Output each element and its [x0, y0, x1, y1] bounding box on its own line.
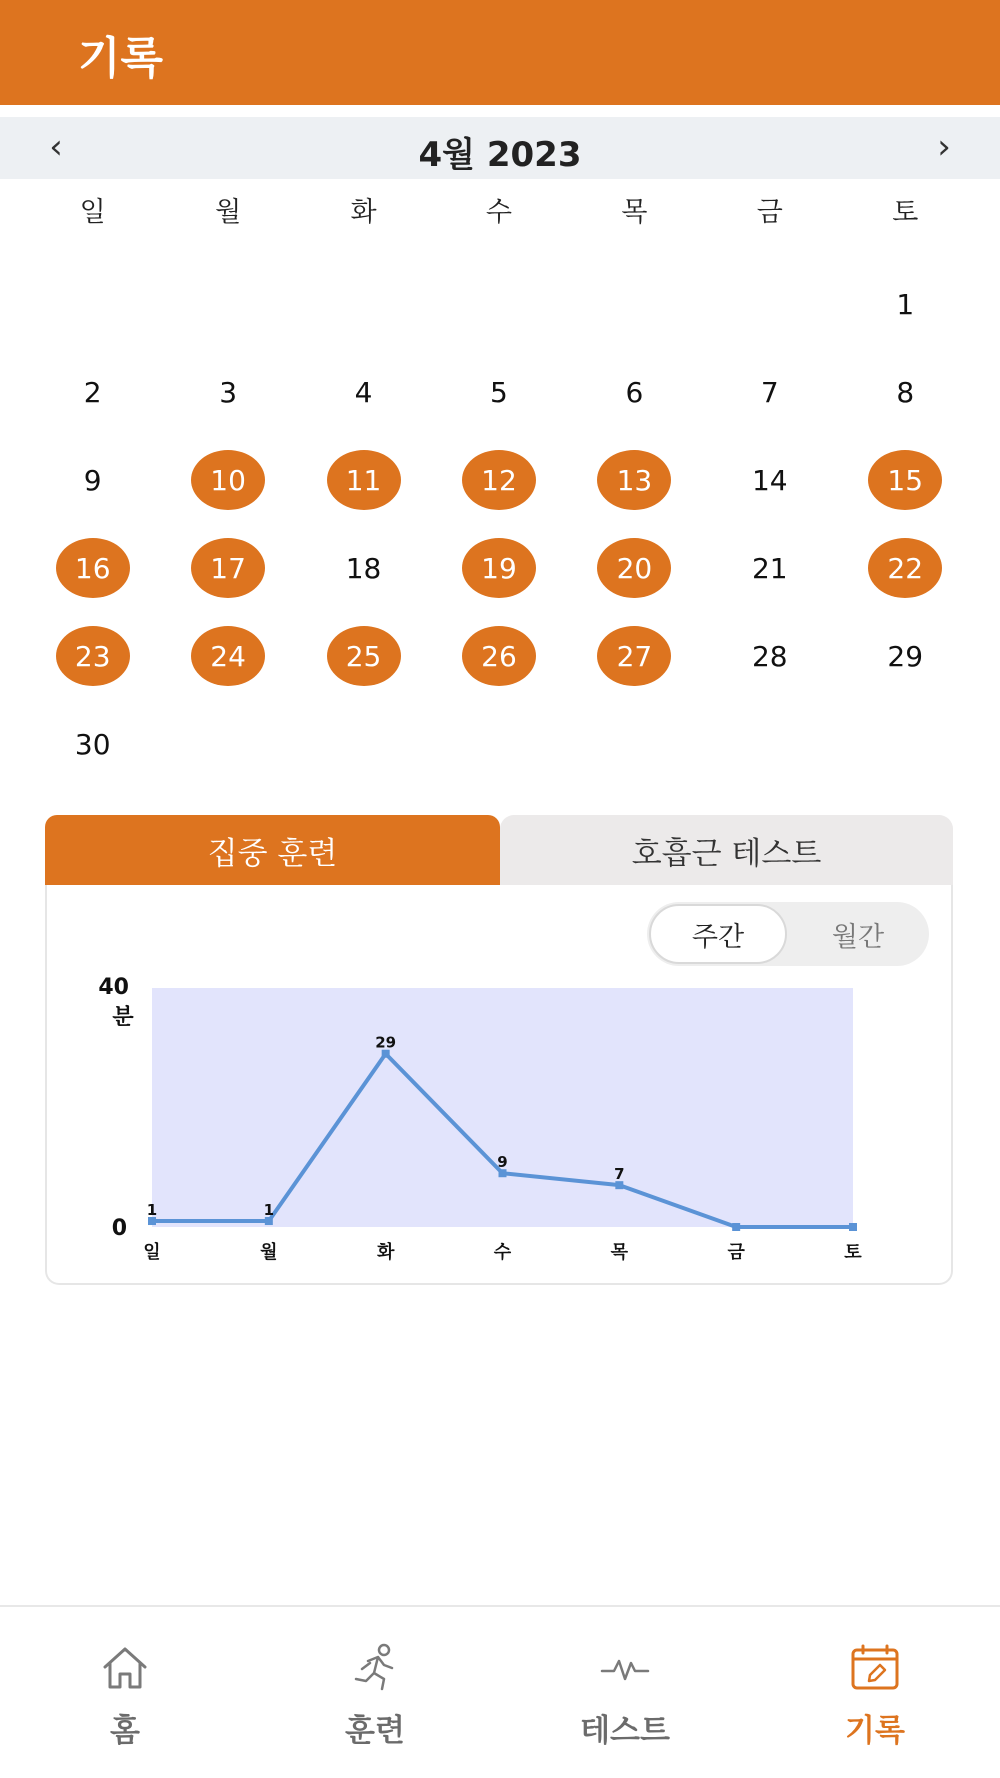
calendar-week-row	[25, 260, 973, 348]
calendar-cell	[838, 260, 973, 348]
weekday-label: 금	[756, 197, 783, 228]
calendar-day-recorded[interactable]: 13	[597, 450, 671, 510]
calendar-cell	[25, 436, 160, 524]
calendar-cell	[160, 348, 295, 436]
data-label: 1	[263, 1201, 275, 1220]
calendar-cell	[567, 436, 702, 524]
calendar-cell	[296, 700, 431, 788]
calendar-cell	[431, 612, 566, 700]
calendar-week-row	[25, 700, 973, 788]
calendar-cell	[702, 436, 837, 524]
calendar-day-recorded[interactable]: 26	[462, 626, 536, 686]
calendar-cell	[160, 436, 295, 524]
calendar-grid	[25, 260, 973, 788]
calendar-cell	[702, 612, 837, 700]
y-tick-label: 0	[111, 1216, 127, 1241]
calendar-cell	[838, 436, 973, 524]
chevron-right-icon[interactable]: ›	[937, 127, 951, 167]
nav-records[interactable]	[750, 1607, 1000, 1778]
calendar-day-recorded[interactable]: 12	[462, 450, 536, 510]
nav-label: 테스트	[580, 1713, 670, 1749]
app-header	[0, 0, 1000, 105]
month-navigation	[0, 117, 1000, 179]
calendar-day[interactable]: 1	[896, 287, 915, 321]
calendar-day[interactable]: 21	[751, 551, 788, 585]
calendar-cell	[25, 524, 160, 612]
calendar-day[interactable]: 18	[345, 551, 382, 585]
weekday-label: 목	[621, 197, 648, 228]
y-axis-unit: 분	[112, 1005, 134, 1030]
calendar-cell	[296, 436, 431, 524]
calendar-cell	[431, 524, 566, 612]
x-tick-label: 일	[143, 1242, 161, 1263]
pulse-icon	[598, 1641, 652, 1695]
calendar-cell	[838, 524, 973, 612]
x-tick-label: 금	[727, 1242, 745, 1263]
nav-test[interactable]	[500, 1607, 750, 1778]
calendar-cell	[567, 524, 702, 612]
calendar-day-recorded[interactable]: 27	[597, 626, 671, 686]
calendar-day[interactable]: 29	[887, 639, 924, 673]
calendar-cell	[431, 436, 566, 524]
calendar-cell	[567, 348, 702, 436]
calendar-cell	[25, 348, 160, 436]
calendar-day[interactable]: 3	[219, 375, 238, 409]
calendar-day-recorded[interactable]: 22	[868, 538, 942, 598]
record-tabs	[45, 815, 953, 885]
calendar-day[interactable]: 2	[83, 375, 102, 409]
nav-label: 훈련	[345, 1713, 405, 1749]
calendar-week-row	[25, 348, 973, 436]
calendar-day-recorded[interactable]: 15	[868, 450, 942, 510]
weekday-label: 토	[892, 197, 919, 228]
calendar-day[interactable]: 7	[760, 375, 779, 409]
calendar-day[interactable]: 8	[896, 375, 915, 409]
calendar-cell	[25, 260, 160, 348]
calendar-cell	[838, 700, 973, 788]
calendar-cell	[160, 260, 295, 348]
weekly-button[interactable]: 주간	[649, 904, 787, 964]
data-point	[732, 1223, 740, 1231]
calendar-day-recorded[interactable]: 20	[597, 538, 671, 598]
running-icon	[348, 1641, 402, 1695]
calendar-week-row	[25, 436, 973, 524]
x-tick-label: 목	[610, 1242, 629, 1263]
calendar-cell	[25, 612, 160, 700]
calendar-cell	[567, 612, 702, 700]
tab-focus-training[interactable]: 집중 훈련	[45, 815, 500, 885]
calendar-day[interactable]: 28	[751, 639, 788, 673]
data-label: 29	[375, 1033, 397, 1052]
calendar-cell	[296, 348, 431, 436]
calendar-day-recorded[interactable]: 19	[462, 538, 536, 598]
calendar-cell	[296, 260, 431, 348]
calendar-cell	[702, 524, 837, 612]
calendar-cell	[431, 260, 566, 348]
calendar-cell	[567, 700, 702, 788]
calendar-day-recorded[interactable]: 23	[56, 626, 130, 686]
calendar-day[interactable]: 4	[354, 375, 373, 409]
calendar-edit-icon	[848, 1641, 902, 1695]
calendar-cell	[160, 524, 295, 612]
calendar-day[interactable]: 14	[751, 463, 788, 497]
data-label: 9	[497, 1153, 508, 1172]
calendar-day-recorded[interactable]: 10	[191, 450, 265, 510]
calendar-day-recorded[interactable]: 25	[327, 626, 401, 686]
calendar-cell	[702, 700, 837, 788]
nav-label: 홈	[110, 1713, 140, 1749]
x-tick-label: 월	[260, 1242, 278, 1263]
weekly-line-chart	[47, 885, 951, 1285]
weekday-label: 화	[350, 197, 377, 228]
plot-area	[152, 988, 853, 1227]
calendar-day-recorded[interactable]: 16	[56, 538, 130, 598]
tab-breathing-test[interactable]: 호흡근 테스트	[500, 815, 953, 885]
calendar-day[interactable]: 30	[74, 727, 111, 761]
calendar-day-recorded[interactable]: 24	[191, 626, 265, 686]
weekday-header	[25, 190, 973, 240]
chart-card	[45, 885, 953, 1285]
calendar-day-recorded[interactable]: 11	[327, 450, 401, 510]
x-tick-label: 수	[493, 1242, 512, 1263]
month-label: 4월 2023	[418, 135, 582, 175]
data-label: 1	[146, 1201, 158, 1220]
calendar-cell	[160, 612, 295, 700]
calendar-day[interactable]: 9	[83, 463, 102, 497]
calendar-cell	[702, 260, 837, 348]
calendar-day[interactable]: 5	[490, 375, 508, 409]
monthly-button[interactable]: 월간	[831, 921, 885, 953]
x-tick-label: 토	[844, 1242, 862, 1263]
calendar-cell	[25, 700, 160, 788]
calendar-cell	[431, 348, 566, 436]
calendar-week-row	[25, 612, 973, 700]
calendar-cell	[702, 348, 837, 436]
x-tick-label: 화	[376, 1242, 395, 1263]
nav-label: 기록	[845, 1713, 905, 1749]
bottom-navigation	[0, 1605, 1000, 1778]
calendar-cell	[296, 612, 431, 700]
weekday-label: 일	[79, 197, 106, 228]
data-point	[849, 1223, 857, 1231]
data-label: 7	[614, 1165, 625, 1184]
page-title: 기록	[78, 33, 164, 84]
weekday-label: 수	[485, 197, 513, 228]
y-tick-label: 40	[98, 975, 129, 1000]
calendar-day[interactable]: 6	[625, 375, 644, 409]
calendar-cell	[296, 524, 431, 612]
weekday-label: 월	[215, 197, 242, 228]
nav-home[interactable]	[0, 1607, 250, 1778]
calendar-cell	[567, 260, 702, 348]
home-icon	[98, 1641, 152, 1695]
calendar-cell	[431, 700, 566, 788]
nav-training[interactable]	[250, 1607, 500, 1778]
chevron-left-icon[interactable]: ‹	[49, 127, 63, 167]
calendar-day-recorded[interactable]: 17	[191, 538, 265, 598]
calendar-week-row	[25, 524, 973, 612]
calendar-cell	[838, 612, 973, 700]
calendar-cell	[838, 348, 973, 436]
calendar-cell	[160, 700, 295, 788]
